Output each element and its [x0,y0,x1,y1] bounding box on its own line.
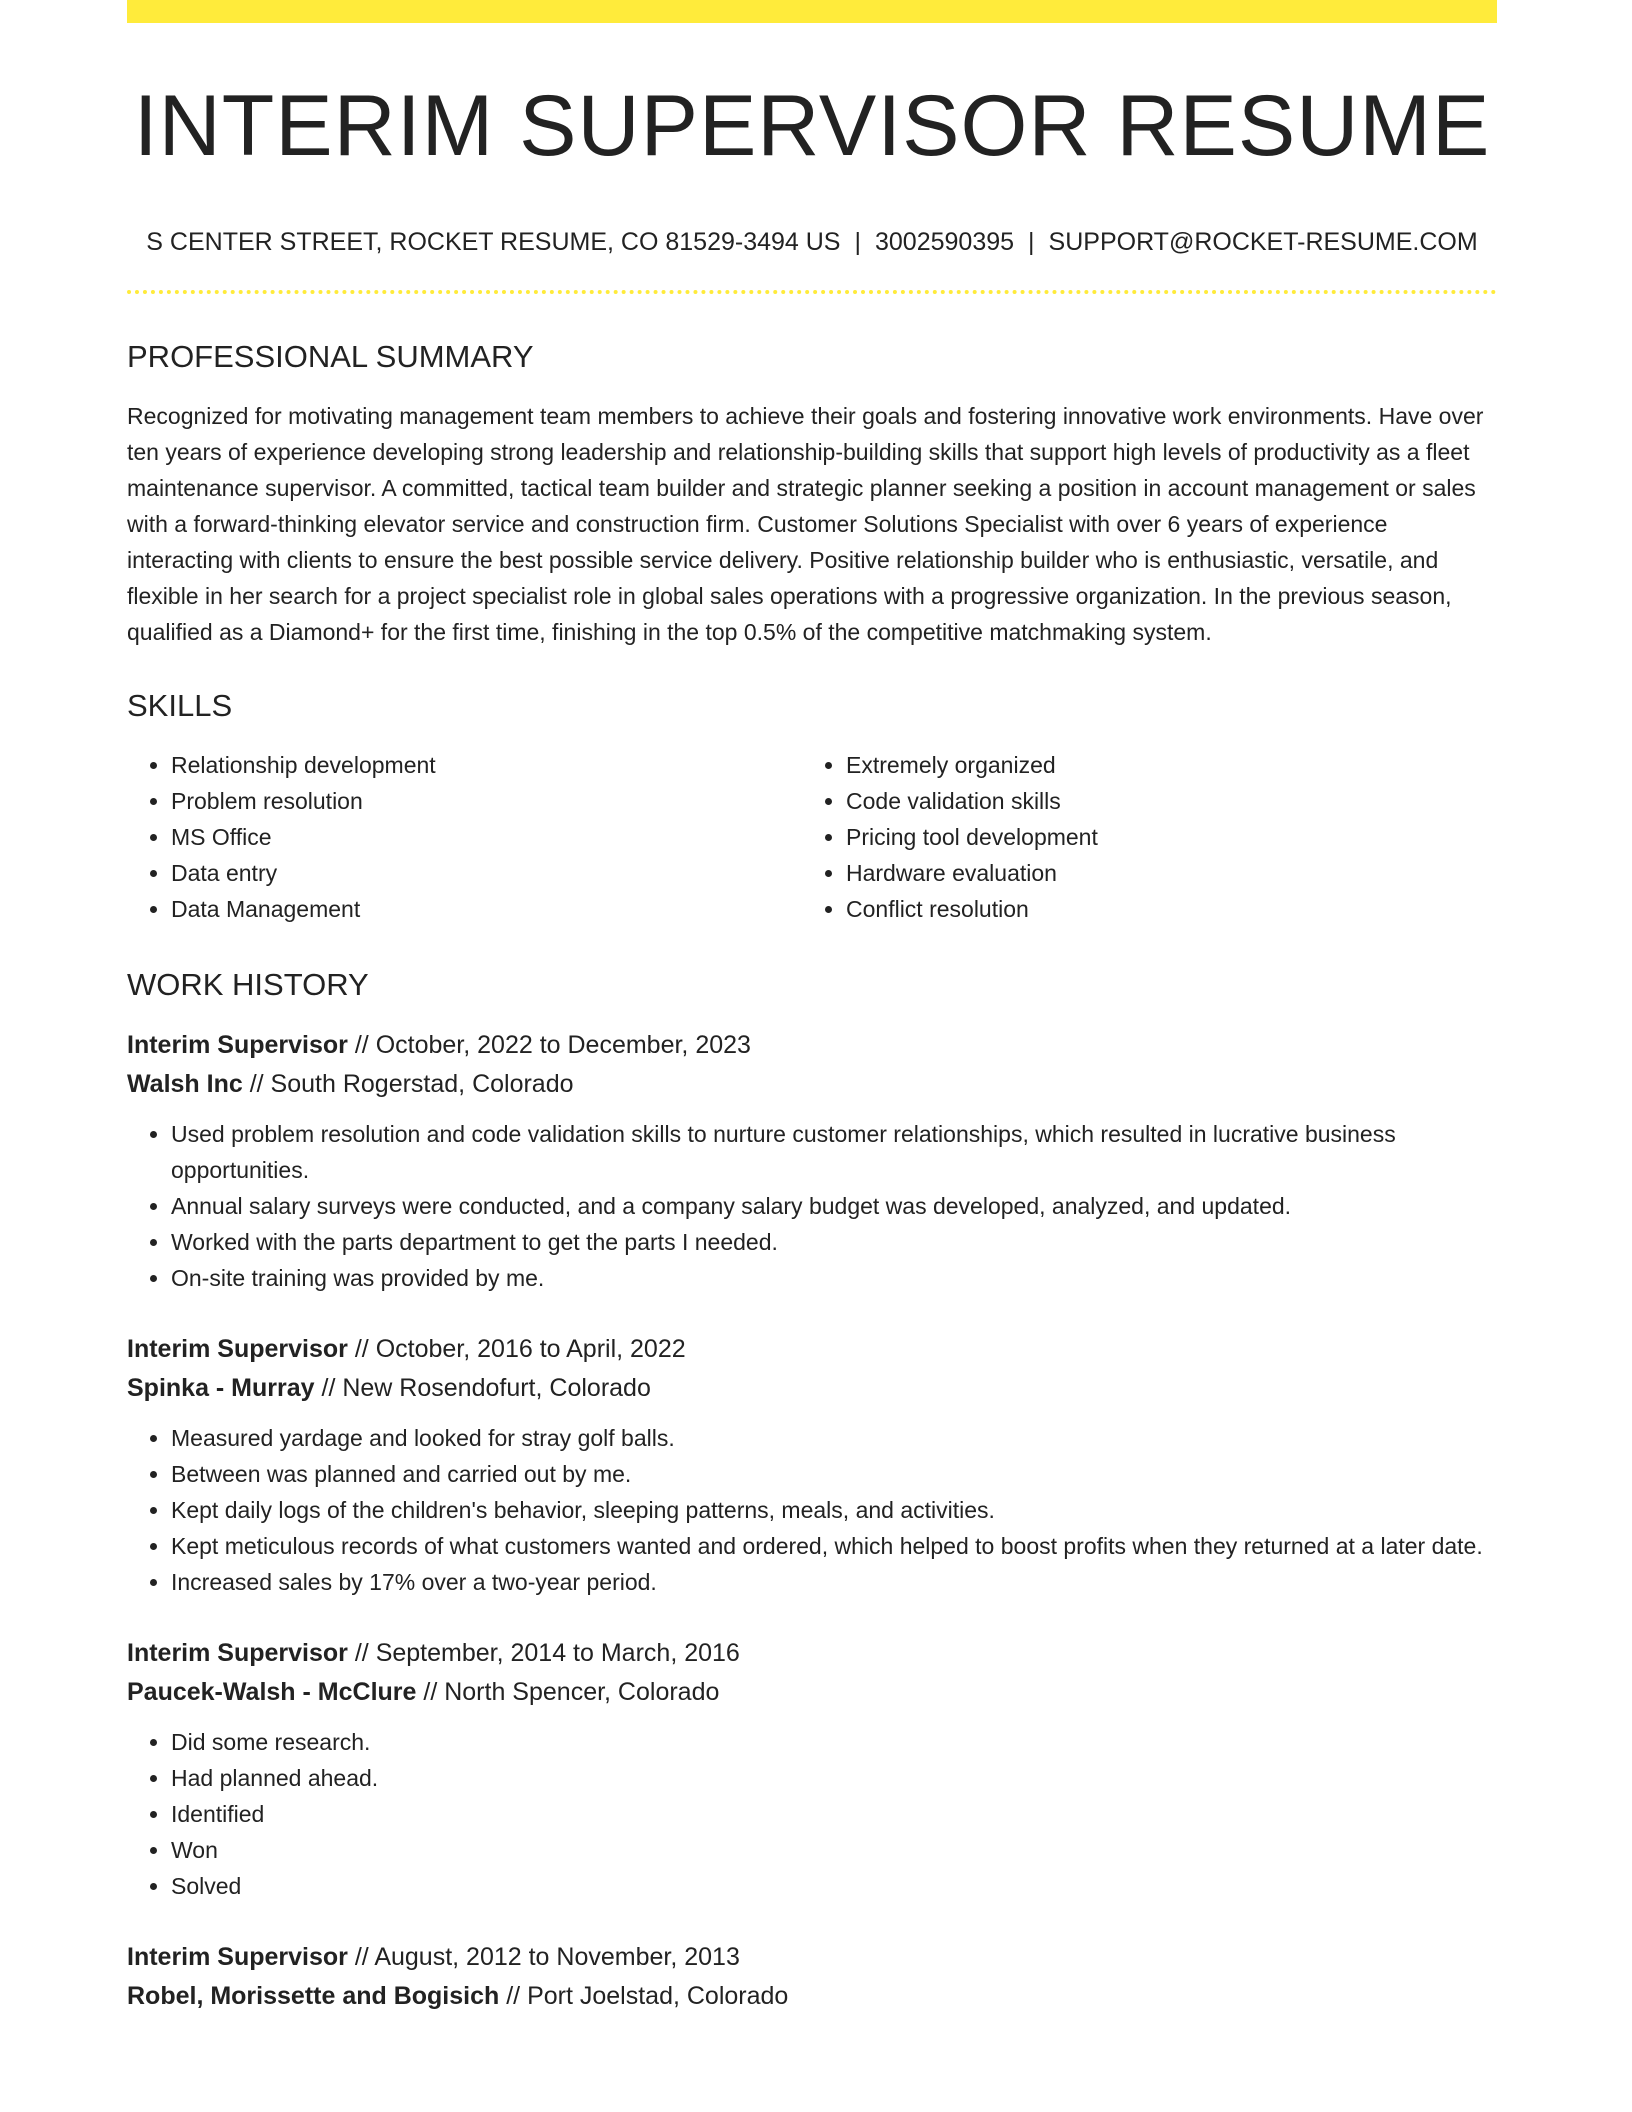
job-bullet: • On-site training was provided by me. [171,1260,1497,1296]
contact-separator: | [854,228,861,256]
job-company-line [127,1673,1497,1712]
job-location: // New Rosendofurt, Colorado [321,1374,651,1402]
job-title: Interim Supervisor [127,1335,348,1363]
contact-address: S CENTER STREET, ROCKET RESUME, CO 81529-3494 US [146,228,841,256]
skill-item: • Data entry [171,855,802,891]
job-title-line [127,1330,1497,1369]
summary-text: Recognized for motivating management team members to achieve their goals and fostering innovative work environments. Have over ten years of experience developing strong leadership and relationship-building skills that support high levels of productivity as a fleet maintenance supervisor. A committed, tactical team builder and strategic planner seeking a position in account management or sales with a forward-thinking elevator service and construction firm. Customer Solutions Specialist with over 6 years of experience interacting with clients to ensure the best possible service delivery. Positive relationship builder who is enthusiastic, versatile, and flexible in her search for a project specialist role in global sales operations with a progressive organization. In the previous season, qualified as a Diamond+ for the first time, finishing in the top 0.5% of the competitive matchmaking system. [127,403,1484,645]
contact-phone: 3002590395 [875,228,1015,256]
job-bullets [127,1724,1497,1904]
skill-item: • Data Management [171,891,802,927]
skill-item: • Problem resolution [171,783,802,819]
job-title: Interim Supervisor [127,1943,348,1971]
resume-page [127,0,1497,2016]
skill-item: • Hardware evaluation [846,855,1477,891]
job-company-line [127,1977,1497,2016]
job-bullet: • Between was planned and carried out by me. [171,1456,1497,1492]
skill-item: • Pricing tool development [846,819,1477,855]
job-dates: // August, 2012 to November, 2013 [354,1943,740,1971]
professional-summary-section [127,341,1497,650]
job-location: // Port Joelstad, Colorado [506,1982,789,2010]
skills-columns [127,747,1497,927]
job-bullet: • Had planned ahead. [171,1760,1497,1796]
skills-list-right [802,747,1477,927]
job-bullet: • Used problem resolution and code validation skills to nurture customer relationships, which resulted in lucrative business opportunities. [171,1116,1497,1188]
job-company: Walsh Inc [127,1070,243,1098]
job-dates: // October, 2022 to December, 2023 [354,1031,751,1059]
job-bullets [127,1420,1497,1600]
skill-item: • Conflict resolution [846,891,1477,927]
job-title-line [127,1026,1497,1065]
section-heading-summary: PROFESSIONAL SUMMARY [127,339,534,374]
job-bullet: • Worked with the parts department to get the parts I needed. [171,1224,1497,1260]
skill-item: • Extremely organized [846,747,1477,783]
job-bullet: • Kept daily logs of the children's behavior, sleeping patterns, meals, and activities. [171,1492,1497,1528]
section-heading-skills: SKILLS [127,688,233,723]
skill-item: • MS Office [171,819,802,855]
skill-item: • Relationship development [171,747,802,783]
job-bullet: • Solved [171,1868,1497,1904]
skills-section [127,690,1497,927]
job-dates: // September, 2014 to March, 2016 [354,1639,740,1667]
job-dates: // October, 2016 to April, 2022 [354,1335,686,1363]
job-entry [127,1026,1497,1296]
contact-email: SUPPORT@ROCKET-RESUME.COM [1048,228,1478,256]
section-heading-work: WORK HISTORY [127,967,369,1002]
work-history-section [127,969,1497,2016]
dotted-divider [127,290,1497,294]
job-entry [127,1938,1497,2016]
job-bullet: • Increased sales by 17% over a two-year period. [171,1564,1497,1600]
job-bullet: • Identified [171,1796,1497,1832]
job-location: // North Spencer, Colorado [423,1678,720,1706]
job-bullet: • Won [171,1832,1497,1868]
job-company-line [127,1369,1497,1408]
page-title: INTERIM SUPERVISOR RESUME [133,78,1491,174]
job-bullet: • Did some research. [171,1724,1497,1760]
job-bullet: • Annual salary surveys were conducted, and a company salary budget was developed, analyzed, and updated. [171,1188,1497,1224]
accent-top-bar [127,0,1497,23]
job-title-line [127,1634,1497,1673]
job-entry [127,1330,1497,1600]
job-bullets [127,1116,1497,1296]
job-bullet: • Measured yardage and looked for stray golf balls. [171,1420,1497,1456]
contact-separator: | [1028,228,1035,256]
job-company-line [127,1065,1497,1104]
job-entry [127,1634,1497,1904]
skills-list-left [127,747,802,927]
job-company: Paucek-Walsh - McClure [127,1678,417,1706]
job-title: Interim Supervisor [127,1639,348,1667]
job-title-line [127,1938,1497,1977]
skill-item: • Code validation skills [846,783,1477,819]
job-title: Interim Supervisor [127,1031,348,1059]
job-location: // South Rogerstad, Colorado [249,1070,574,1098]
job-company: Robel, Morissette and Bogisich [127,1982,500,2010]
job-company: Spinka - Murray [127,1374,315,1402]
job-bullet: • Kept meticulous records of what customers wanted and ordered, which helped to boost profits when they returned at a later date. [171,1528,1497,1564]
contact-line [127,230,1497,255]
